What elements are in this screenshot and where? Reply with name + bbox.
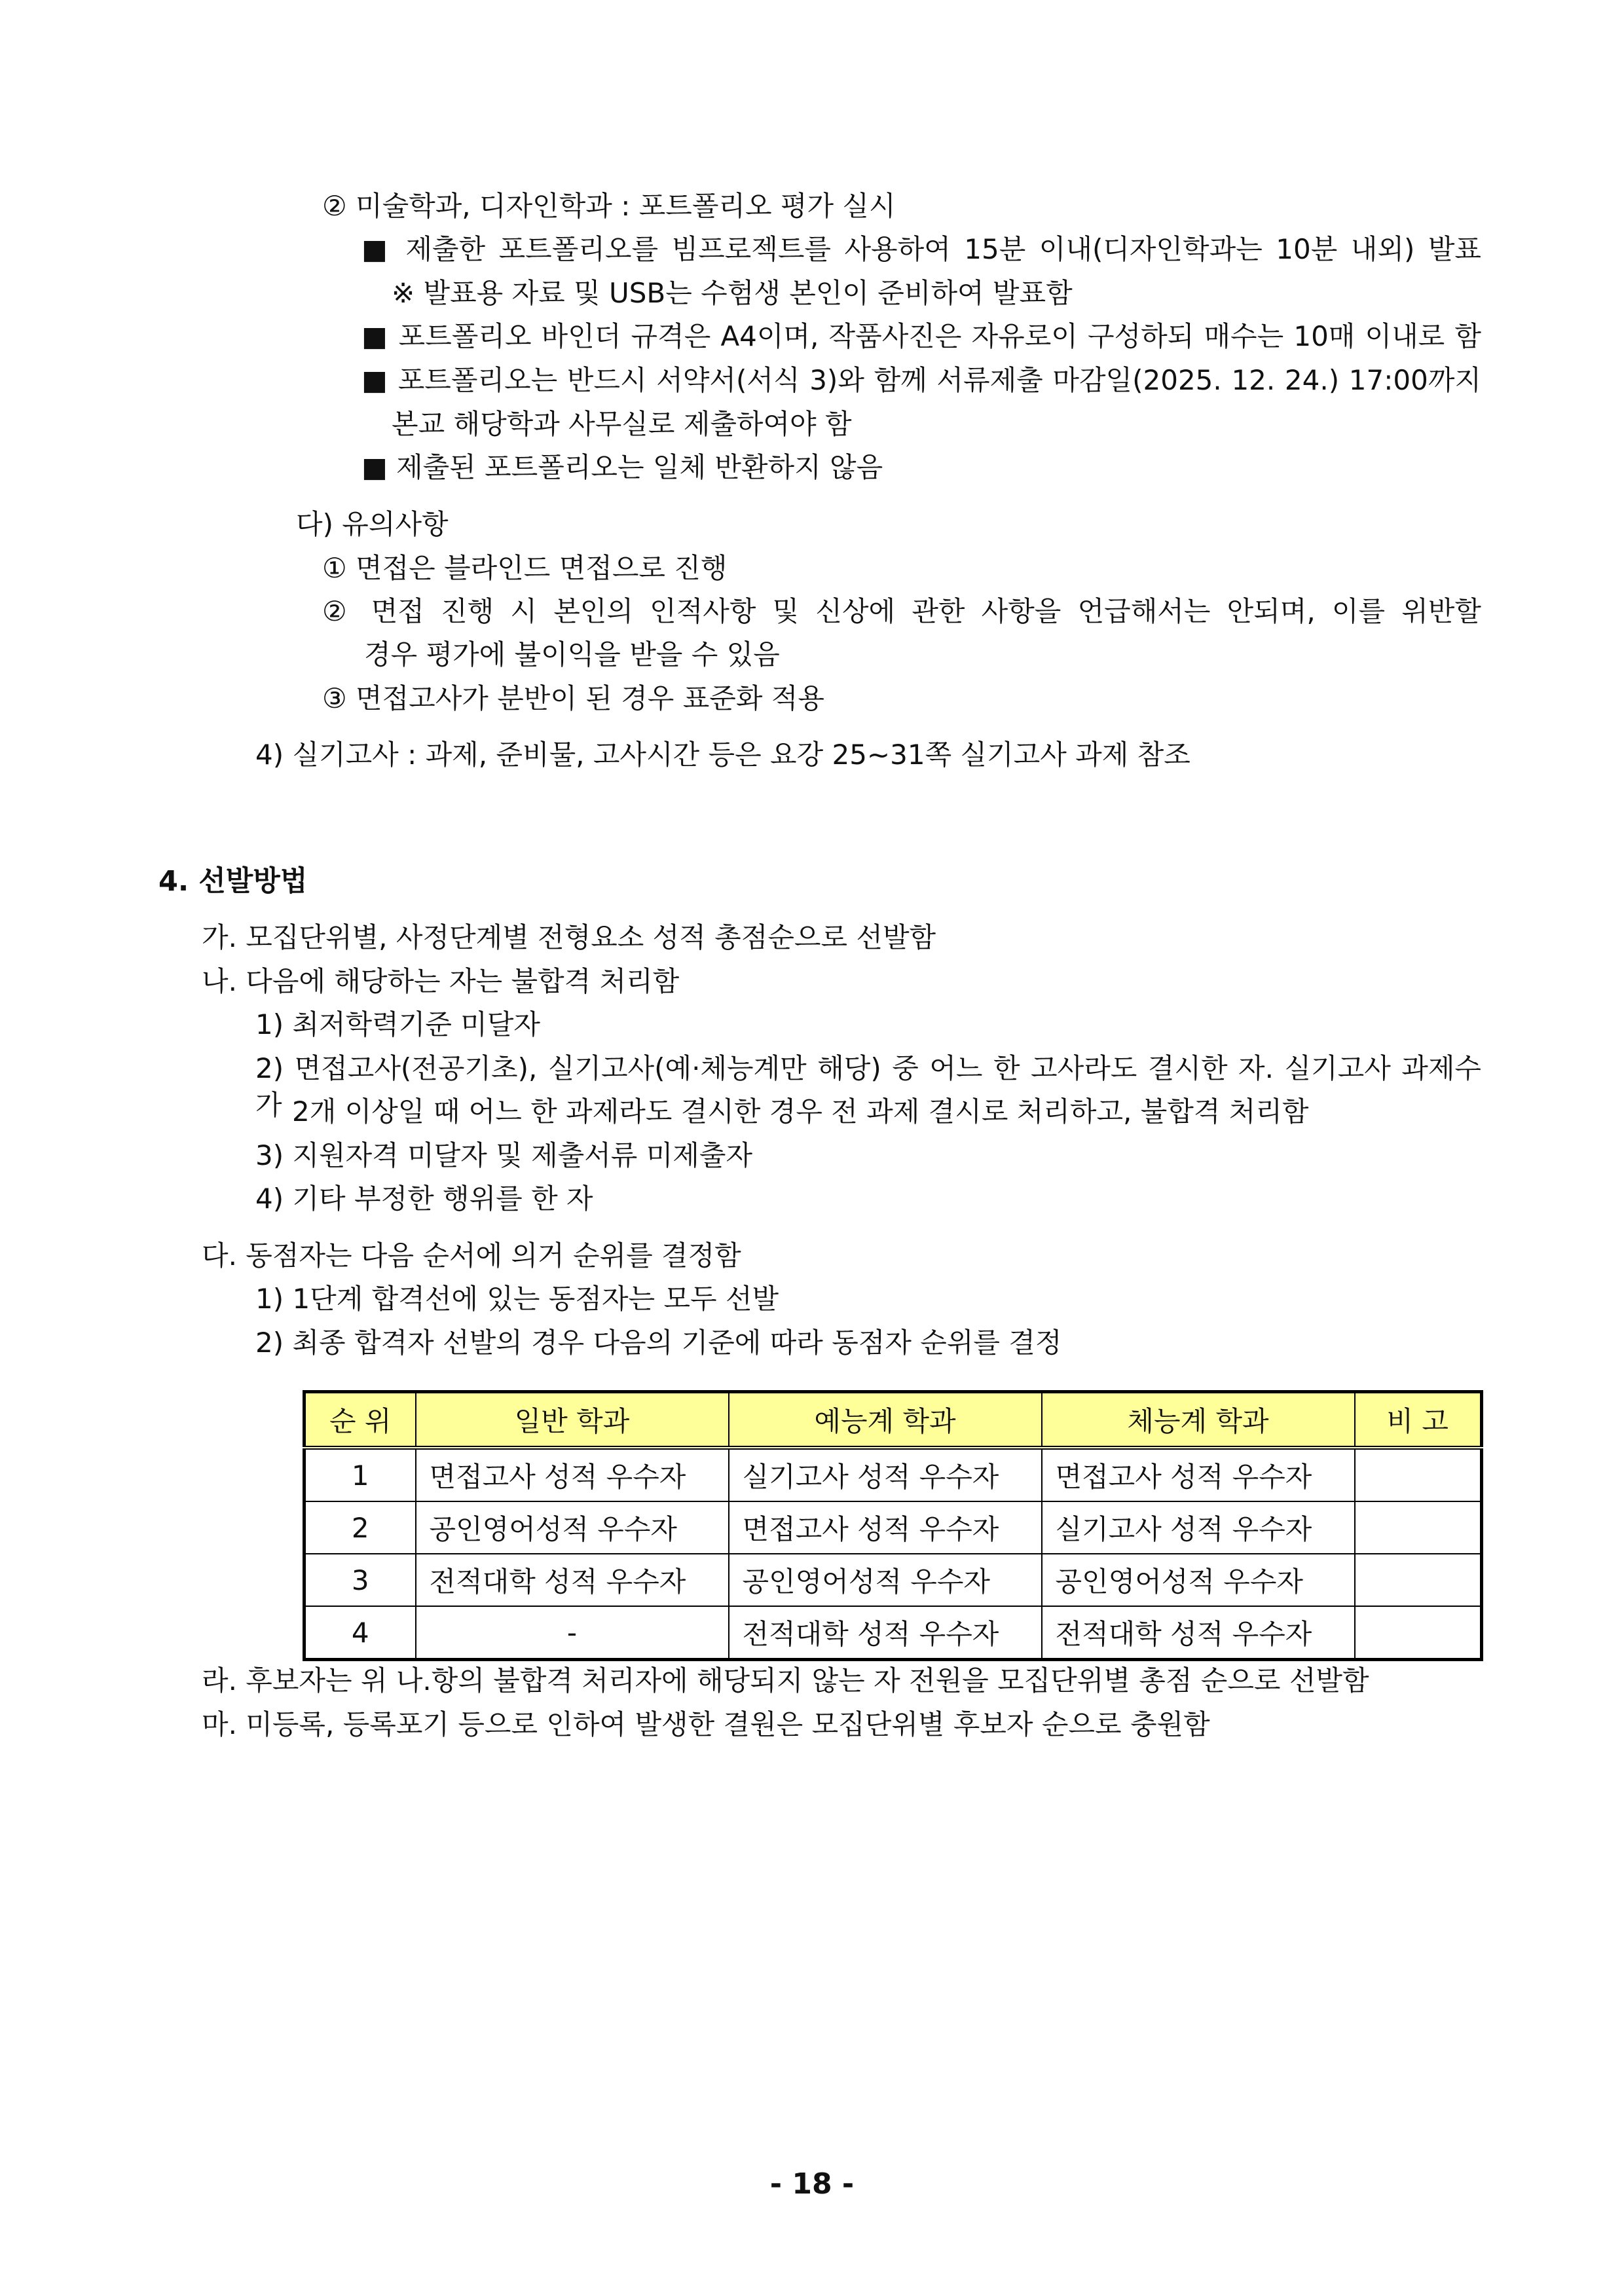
- bullet-no-return: ■ 제출된 포트폴리오는 일체 반환하지 않음: [361, 451, 883, 483]
- clause-ga: 가. 모집단위별, 사정단계별 전형요소 성적 총점순으로 선발함: [202, 921, 936, 953]
- cell-sports: 실기고사 성적 우수자: [1042, 1501, 1355, 1554]
- na-item-1: 1) 최저학력기준 미달자: [255, 1008, 540, 1040]
- na-item-2: 2) 면접고사(전공기초), 실기고사(예·체능계만 해당) 중 어느 한 고사라도 결시한 자. 실기고사 과제수가: [255, 1052, 1481, 1121]
- note-personal-info-continuation: 경우 평가에 불이익을 받을 수 있음: [364, 638, 780, 670]
- cell-general: 공인영어성적 우수자: [416, 1501, 729, 1554]
- cell-sports: 전적대학 성적 우수자: [1042, 1606, 1355, 1660]
- notes-heading: 다) 유의사항: [296, 508, 449, 540]
- practical-exam-item: 4) 실기고사 : 과제, 준비물, 고사시간 등은 요강 25~31쪽 실기고사 과제 참조: [255, 739, 1190, 771]
- table-row: [304, 1448, 1482, 1501]
- cell-general: -: [416, 1606, 729, 1660]
- cell-rank: 4: [304, 1606, 416, 1660]
- cell-arts: 실기고사 성적 우수자: [729, 1448, 1042, 1501]
- clause-da: 다. 동점자는 다음 순서에 의거 순위를 결정함: [202, 1239, 741, 1272]
- note-usb: ※ 발표용 자료 및 USB는 수험생 본인이 준비하여 발표함: [392, 277, 1073, 309]
- bullet-binder-size: ■ 포트폴리오 바인더 규격은 A4이며, 작품사진은 자유로이 구성하되 매수는 10매 이내로 함: [361, 320, 1481, 352]
- cell-remarks: [1355, 1448, 1482, 1501]
- header-sports-dept: 체능계 학과: [1042, 1392, 1355, 1448]
- na-item-4: 4) 기타 부정한 행위를 한 자: [255, 1183, 593, 1215]
- page-number: - 18 -: [769, 2167, 855, 2201]
- header-rank: 순 위: [304, 1392, 416, 1448]
- table-header-row: [304, 1392, 1482, 1448]
- cell-sports: 면접고사 성적 우수자: [1042, 1448, 1355, 1501]
- na-item-2-continuation: 2개 이상일 때 어느 한 과제라도 결시한 경우 전 과제 결시로 처리하고, 불합격 처리함: [292, 1095, 1309, 1128]
- cell-remarks: [1355, 1554, 1482, 1606]
- cell-arts: 전적대학 성적 우수자: [729, 1606, 1042, 1660]
- header-remarks: 비 고: [1355, 1392, 1482, 1448]
- table-row: [304, 1606, 1482, 1660]
- table-row: [304, 1501, 1482, 1554]
- na-item-3: 3) 지원자격 미달자 및 제출서류 미제출자: [255, 1139, 753, 1171]
- cell-remarks: [1355, 1501, 1482, 1554]
- cell-remarks: [1355, 1606, 1482, 1660]
- portfolio-heading: ② 미술학과, 디자인학과 : 포트폴리오 평가 실시: [322, 190, 896, 222]
- section-title: 4. 선발방법: [158, 865, 308, 898]
- bullet-presentation: ■ 제출한 포트폴리오를 빔프로젝트를 사용하여 15분 이내(디자인학과는 10분 내외) 발표: [361, 233, 1481, 265]
- table-row: [304, 1554, 1482, 1606]
- cell-general: 전적대학 성적 우수자: [416, 1554, 729, 1606]
- cell-rank: 2: [304, 1501, 416, 1554]
- clause-ma: 마. 미등록, 등록포기 등으로 인하여 발생한 결원은 모집단위별 후보자 순으로 충원함: [202, 1708, 1210, 1740]
- cell-arts: 면접고사 성적 우수자: [729, 1501, 1042, 1554]
- da-item-2: 2) 최종 합격자 선발의 경우 다음의 기준에 따라 동점자 순위를 결정: [255, 1327, 1062, 1359]
- header-general-dept: 일반 학과: [416, 1392, 729, 1448]
- cell-general: 면접고사 성적 우수자: [416, 1448, 729, 1501]
- note-blind-interview: ① 면접은 블라인드 면접으로 진행: [322, 552, 728, 584]
- da-item-1: 1) 1단계 합격선에 있는 동점자는 모두 선발: [255, 1283, 779, 1315]
- note-standardization: ③ 면접고사가 분반이 된 경우 표준화 적용: [322, 682, 824, 714]
- cell-rank: 1: [304, 1448, 416, 1501]
- cell-sports: 공인영어성적 우수자: [1042, 1554, 1355, 1606]
- cell-rank: 3: [304, 1554, 416, 1606]
- note-personal-info: ② 면접 진행 시 본인의 인적사항 및 신상에 관한 사항을 언급해서는 안되며, 이를 위반할: [322, 595, 1481, 627]
- header-arts-dept: 예능계 학과: [729, 1392, 1042, 1448]
- cell-arts: 공인영어성적 우수자: [729, 1554, 1042, 1606]
- tiebreak-table: [303, 1390, 1483, 1661]
- clause-na: 나. 다음에 해당하는 자는 불합격 처리함: [202, 965, 680, 997]
- clause-ra: 라. 후보자는 위 나.항의 불합격 처리자에 해당되지 않는 자 전원을 모집단위별 총점 순으로 선발함: [202, 1664, 1369, 1697]
- bullet-submission-deadline: ■ 포트폴리오는 반드시 서약서(서식 3)와 함께 서류제출 마감일(2025. 12. 24.) 17:00까지: [361, 364, 1481, 396]
- bullet-submission-continuation: 본교 해당학과 사무실로 제출하여야 함: [392, 408, 852, 440]
